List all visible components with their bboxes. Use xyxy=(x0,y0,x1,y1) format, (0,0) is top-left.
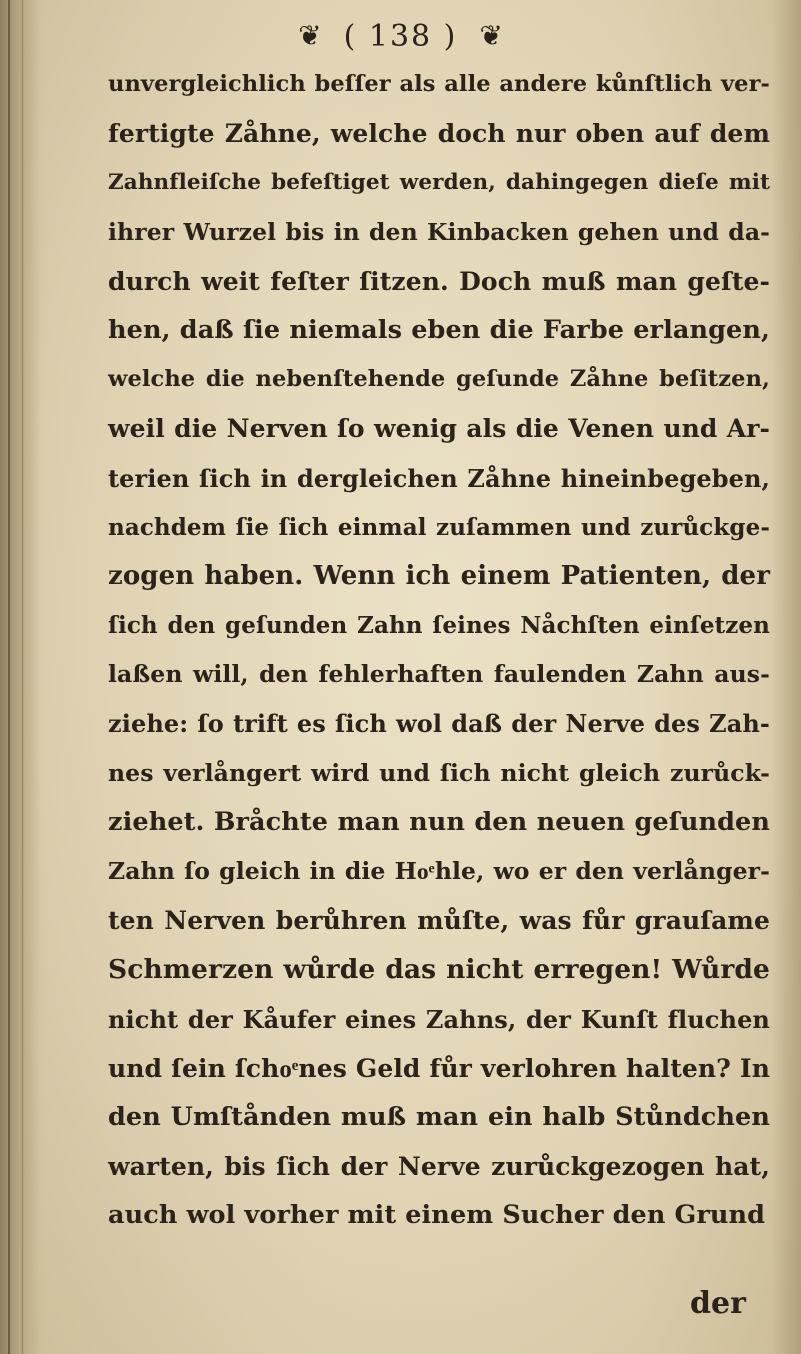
text-line: Zahn ſo gleich in die Hoͤhle, wo er den verlånger- xyxy=(108,857,770,885)
gutter-line xyxy=(22,0,23,1354)
body-text xyxy=(108,60,770,1241)
text-line: ziehe: ſo trift es ſich wol daß der Nerve des Zah- xyxy=(108,709,770,739)
page-header xyxy=(0,12,801,60)
text-line: terien ſich in dergleichen Zåhne hineinbegeben, xyxy=(108,463,770,493)
page-number: ( 138 ) xyxy=(343,18,458,54)
text-line: ihrer Wurzel bis in den Kinbacken gehen und da- xyxy=(108,217,770,246)
text-line: auch wol vorher mit einem Sucher den Grund xyxy=(108,1200,766,1231)
text-line: warten, bis ſich der Nerve zurůckgezogen hat, xyxy=(108,1152,770,1182)
text-line: den Umſtånden muß man ein halb Stůndchen xyxy=(108,1101,770,1132)
text-line: Zahnfleiſche befeſtiget werden, dahingegen dieſe mit xyxy=(108,170,770,196)
text-line: zogen haben. Wenn ich einem Patienten, der xyxy=(108,560,770,591)
page-gutter xyxy=(0,0,40,1354)
text-line: laßen will, den fehlerhaften faulenden Zahn aus- xyxy=(108,660,770,689)
text-line: welche die nebenſtehende geſunde Zåhne beſitzen, xyxy=(108,366,770,393)
fleuron-left-icon: ❦ xyxy=(298,19,322,52)
text-line: ziehet. Bråchte man nun den neuen geſunden xyxy=(108,806,770,837)
text-line: hen, daß ſie niemals eben die Farbe erlangen, xyxy=(108,314,770,345)
text-line: weil die Nerven ſo wenig als die Venen und Ar- xyxy=(108,414,770,444)
catchword: der xyxy=(690,1286,746,1321)
text-line: nachdem ſie ſich einmal zuſammen und zurůckge- xyxy=(108,513,770,541)
gutter-line xyxy=(8,0,10,1354)
text-line: nes verlångert wird und ſich nicht gleich zurůck- xyxy=(108,758,770,787)
fleuron-right-icon: ❦ xyxy=(479,19,503,52)
text-line: nicht der Kåufer eines Zahns, der Kunſt fluchen xyxy=(108,1004,770,1034)
page-edge-shade xyxy=(771,0,801,1354)
text-line: fertigte Zåhne, welche doch nur oben auf dem xyxy=(108,119,770,149)
text-line: Schmerzen wůrde das nicht erregen! Wůrde xyxy=(108,954,770,986)
text-line: ſich den geſunden Zahn ſeines Nåchſten einſetzen xyxy=(108,612,770,640)
text-line: und ſein ſchoͤnes Geld fůr verlohren halten? In xyxy=(108,1053,770,1083)
text-line: durch weit feſter ſitzen. Doch muß man geſte- xyxy=(108,266,770,296)
text-line: ten Nerven berůhren můſte, was fůr grauſame xyxy=(108,906,770,936)
text-line: unvergleichlich beſſer als alle andere kůnſtlich ver- xyxy=(108,71,770,97)
